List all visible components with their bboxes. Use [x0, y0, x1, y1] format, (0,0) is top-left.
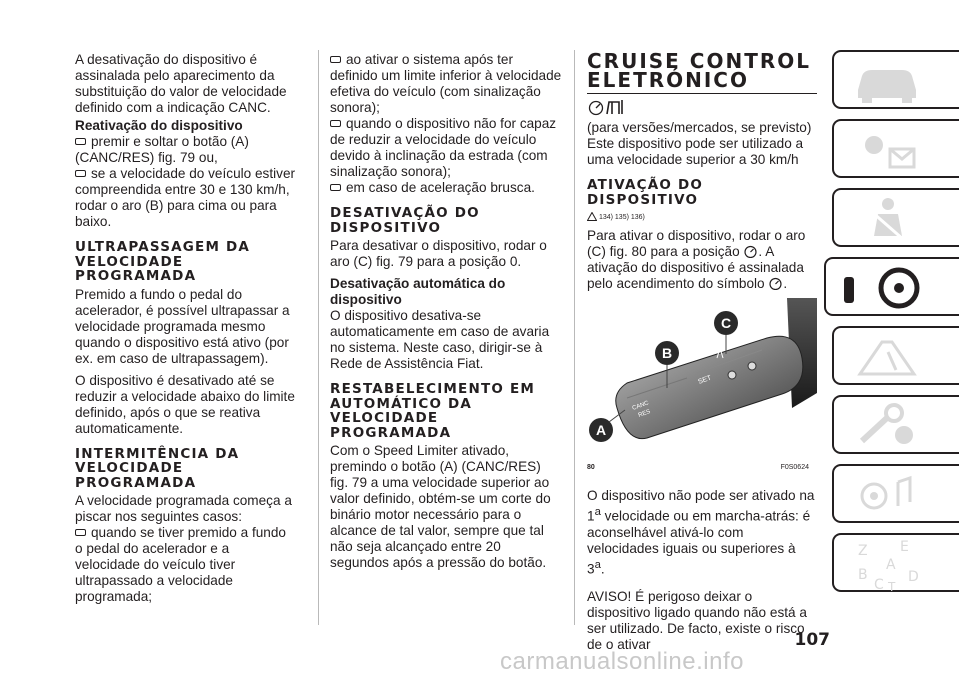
subheading-auto-deactivation: Desativação automática do dispositivo	[330, 276, 506, 307]
svg-text:Z: Z	[858, 543, 868, 559]
paragraph: Este dispositivo pode ser utilizado a uma velocidade superior a 30 km/h	[587, 136, 804, 167]
paragraph: Para desativar o dispositivo, rodar o aro (C) fig. 79 para a posição 0.	[330, 238, 547, 269]
column-divider	[574, 50, 575, 625]
figure-number: 80	[587, 464, 595, 471]
paragraph: O dispositivo desativa-se automaticamente em caso de avaria no sistema. Neste caso, dirigir-se à Rede de Assistência Fiat.	[330, 308, 550, 371]
tab-index[interactable]	[832, 533, 959, 592]
svg-text:D: D	[908, 569, 919, 585]
section-heading-deactivation: DESATIVAÇÃO DO DISPOSITIVO	[330, 205, 480, 236]
svg-text:C: C	[720, 315, 732, 331]
service-wrench-icon	[852, 403, 922, 448]
paragraph: A velocidade programada começa a piscar nos seguintes casos:	[75, 493, 292, 524]
figure-stalk	[587, 298, 817, 458]
steering-wheel-icon	[844, 265, 944, 310]
paragraph: O dispositivo não pode ser ativado na 1$^a$ velocidade ou em marcha-atrás: é aconselhável ativá-lo com velocidades iguais ou superiores à 3$^a$.	[587, 488, 815, 577]
bullet-icon	[75, 170, 86, 177]
tab-multimedia[interactable]	[832, 464, 959, 523]
seat-airbag-icon	[852, 196, 922, 241]
paragraph: Para ativar o dispositivo, rodar o aro (C) fig. 80 para a posição . A ativação do dispositivo é assinalada pelo acendimento do símbolo .	[587, 228, 806, 291]
bullet-icon	[330, 184, 341, 191]
column-3	[587, 49, 815, 653]
bullet-icon	[330, 120, 341, 127]
section-heading-activation: ATIVAÇÃO DO DISPOSITIVO	[587, 177, 704, 208]
bullet-item: quando se tiver premido a fundo o pedal do acelerador e a velocidade do veículo tiver ultrapassado a velocidade programada;	[75, 525, 286, 604]
svg-text:B: B	[858, 567, 868, 583]
section-heading-flashing: INTERMITÊNCIA DA VELOCIDADE PROGRAMADA	[75, 445, 240, 491]
cruise-control-icon	[587, 98, 629, 116]
bullet-item: ao ativar o sistema após ter definido um limite inferior à velocidade efetiva do veículo (com sinalização sonora);	[330, 52, 562, 115]
column-1	[75, 52, 297, 605]
watermark: carmanualsonline.info	[500, 648, 744, 675]
page-number: 107	[794, 630, 830, 650]
tab-dashboard[interactable]	[832, 119, 959, 178]
speedometer-icon	[768, 277, 783, 290]
paragraph: (para versões/mercados, se previsto)	[587, 120, 812, 135]
svg-text:CANC: CANC	[631, 400, 650, 412]
figure-caption	[587, 460, 809, 476]
svg-text:SET: SET	[697, 374, 713, 386]
bullet-item: premir e soltar o botão (A) (CANC/RES) fig. 79 ou,	[75, 134, 249, 165]
svg-text:RES: RES	[637, 409, 652, 419]
warning-references: 134) 135) 136)	[587, 210, 815, 226]
bullet-item: se a velocidade do veículo estiver compreendida entre 30 e 130 km/h, rodar o aro (B) para cima ou para baixo.	[75, 166, 296, 229]
paragraph: O dispositivo é desativado até se reduzir a velocidade abaixo do limite definido, após o que se reativa automaticamente.	[75, 372, 295, 436]
speedometer-icon	[743, 245, 758, 258]
bullet-item: quando o dispositivo não for capaz de reduzir a velocidade do veículo devido à inclinação da estrada (com sinalização sonora);	[330, 116, 557, 179]
bullet-icon	[75, 529, 86, 536]
paragraph: A desativação do dispositivo é assinalada pelo aparecimento da substituição do valor de velocidade definido com a indicação CANC.	[75, 52, 287, 115]
svg-text:C: C	[874, 577, 884, 592]
tab-maintenance[interactable]	[832, 395, 959, 454]
svg-text:A: A	[886, 557, 896, 573]
chapter-title: CRUISE CONTROL ELETRÓNICO	[587, 52, 817, 94]
bullet-item: em caso de aceleração brusca.	[330, 180, 562, 196]
svg-text:T: T	[888, 580, 896, 592]
warning-triangle-icon	[587, 212, 597, 221]
paragraph: Com o Speed Limiter ativado, premindo o botão (A) (CANC/RES) fig. 79 a uma velocidade superior ao valor definido, obtém-se um corte do binário motor necessário para o alcance de tal valor, sempre que tal não seja alcançado entre 20 segundos após a pressão do botão.	[330, 443, 551, 570]
index-letters-icon	[852, 537, 932, 592]
multimedia-icon	[852, 472, 922, 517]
section-heading-overtake: ULTRAPASSAGEM DA VELOCIDADE PROGRAMADA	[75, 239, 251, 284]
subheading-reactivation: Reativação do dispositivo	[75, 118, 243, 133]
svg-text:A: A	[595, 422, 607, 438]
warning-lights-icon	[852, 127, 922, 172]
bullet-icon	[75, 138, 86, 145]
column-2	[330, 52, 562, 571]
svg-text:E: E	[900, 539, 909, 555]
car-icon	[852, 58, 922, 103]
tab-emergency[interactable]	[832, 326, 959, 385]
tab-vehicle[interactable]	[832, 50, 959, 109]
bullet-icon	[330, 56, 341, 63]
column-divider	[318, 50, 319, 625]
hazard-road-icon	[852, 334, 922, 379]
tab-safety[interactable]	[832, 188, 959, 247]
cruise-stalk-illustration	[587, 298, 817, 458]
chapter-tabs	[832, 50, 960, 610]
warning-paragraph: AVISO! É perigoso deixar o dispositivo ligado quando não está a ser utilizado. De facto, existe o risco de o ativar	[587, 589, 807, 653]
tab-driving[interactable]	[824, 257, 959, 316]
section-heading-restore: RESTABELECIMENTO EM AUTOMÁTICO DA VELOCIDADE PROGRAMADA	[330, 381, 536, 441]
figure-code: F0S0624	[780, 464, 809, 471]
svg-text:B: B	[661, 345, 673, 361]
paragraph: Premido a fundo o pedal do acelerador, é possível ultrapassar a velocidade programada mesmo quando o dispositivo está ativo (por ex. em caso de ultrapassagem).	[75, 286, 290, 366]
